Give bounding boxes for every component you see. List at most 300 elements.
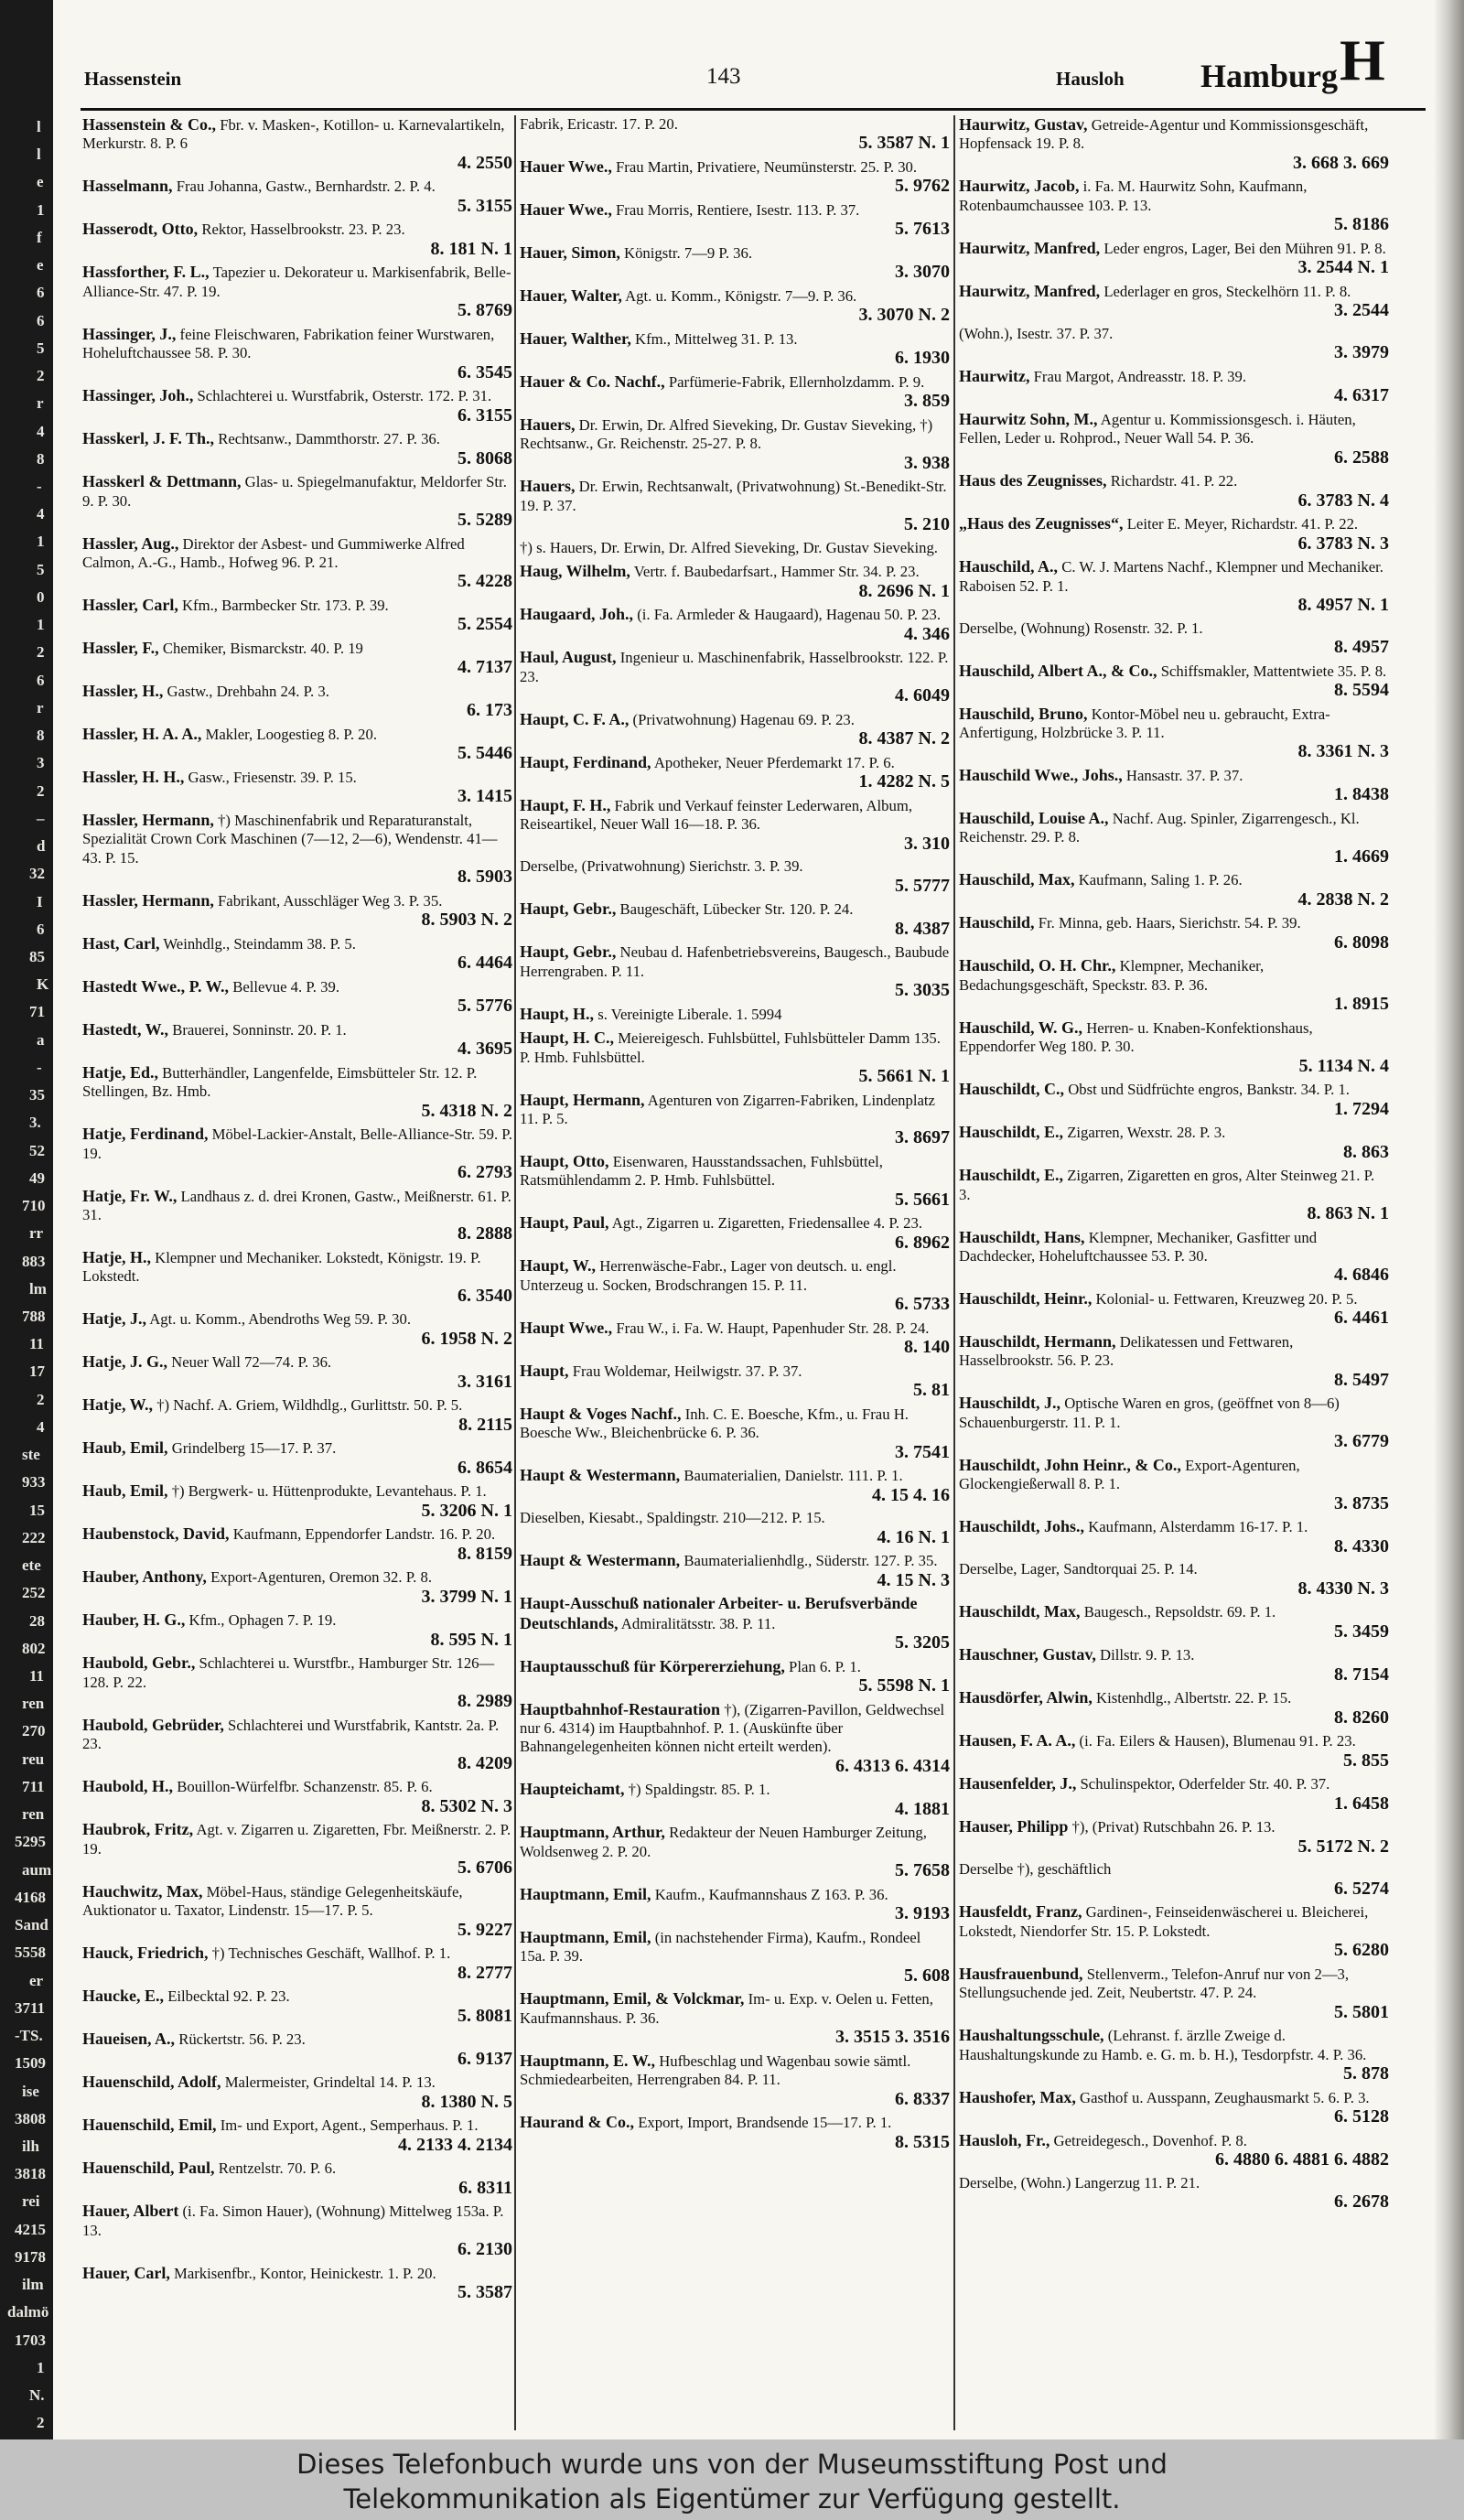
binding-fragment: -	[37, 478, 42, 496]
entry-name: Hauschildt, Max,	[959, 1602, 1081, 1621]
directory-entry	[520, 477, 950, 533]
entry-details: Getreide-Agentur und Kommissionsgeschäft, Hopfensack 19. P. 8.	[959, 116, 1369, 153]
entry-details: Kistenhdlg., Albertstr. 22. P. 15.	[1096, 1689, 1292, 1707]
directory-entry	[520, 1928, 950, 1985]
phone-number: 8. 595 N. 1	[430, 1629, 512, 1650]
phone-number: 8. 4957 N. 1	[1297, 595, 1389, 616]
directory-entry	[82, 1187, 512, 1244]
binding-fragment: 85	[29, 947, 45, 965]
entry-name: Hauschildt, E.,	[959, 1166, 1064, 1185]
directory-entry	[520, 1989, 950, 2046]
entry-details: Landhaus z. d. drei Kronen, Gastw., Meißnerstr. 61. P. 31.	[82, 1187, 511, 1224]
entry-details: Malermeister, Grindeltal 14. P. 13.	[224, 2073, 436, 2092]
entry-details: Dr. Erwin, Rechtsanwalt, (Privatwohnung) St.-Benedikt-Str. 19. P. 37.	[520, 478, 947, 514]
binding-fragment: 4168	[15, 1888, 46, 1906]
directory-entry	[82, 934, 512, 973]
entry-details: Stellenverm., Telefon-Anruf nur von 2—3, Stellungsuchende jed. Zeit, Neubertstr. 47. P. 24.	[959, 1965, 1350, 2002]
directory-entry	[520, 942, 950, 999]
phone-number: 5. 5801	[1334, 2001, 1389, 2022]
phone-number: 8. 4330 N. 3	[1297, 1578, 1389, 1599]
entry-details: Kaufmann, Saling 1. P. 26.	[1078, 871, 1243, 889]
binding-fragment: 6	[37, 920, 45, 938]
binding-fragment: 1	[37, 616, 45, 634]
directory-entry	[520, 286, 950, 325]
phone-number: 5. 6706	[458, 1858, 512, 1879]
entry-details: Kolonial- u. Fettwaren, Kreuzweg 20. P. 5.	[1095, 1290, 1358, 1308]
directory-entry	[520, 1551, 950, 1589]
entry-name: Haupt, Gebr.,	[520, 942, 617, 962]
directory-entry	[959, 766, 1389, 804]
directory-entry	[520, 1594, 950, 1652]
entry-name: Hauptbahnhof-Restauration	[520, 1699, 721, 1718]
binding-fragment: 11	[29, 1667, 45, 1685]
phone-number: 5. 3587	[458, 2281, 512, 2302]
entry-details: Getreidegesch., Dovenhof. P. 8.	[1053, 2131, 1247, 2149]
phone-number: 3. 8697	[895, 1127, 950, 1148]
entry-name: Haurwitz, Manfred,	[959, 281, 1101, 300]
binding-fragment: 4215	[15, 2220, 46, 2238]
phone-number: 8. 4209	[458, 1752, 512, 1773]
binding-fragment: Sand	[15, 1916, 48, 1934]
entry-details: Redakteur der Neuen Hamburger Zeitung, Woldsenweg 2. P. 20.	[520, 1824, 927, 1860]
binding-fragment: 788	[22, 1308, 46, 1325]
directory-entry	[520, 648, 950, 705]
phone-number: 4. 6846	[1334, 1265, 1389, 1286]
directory-entry	[520, 1466, 950, 1504]
directory-entry	[82, 386, 512, 425]
phone-number: 5. 9227	[458, 1919, 512, 1940]
entry-name: Hassler, Carl,	[82, 596, 178, 615]
entry-details: Im- u. Exp. v. Oelen u. Fetten, Kaufmannshaus. P. 36.	[520, 1990, 933, 2027]
directory-entry	[520, 753, 950, 792]
entry-details: Obst und Südfrüchte engros, Bankstr. 34. P. 1.	[1068, 1081, 1350, 1099]
entry-name: Hauptmann, Emil, & Volckmar,	[520, 1989, 745, 2008]
binding-fragment: 15	[29, 1501, 45, 1519]
phone-number: 3. 7541	[895, 1441, 950, 1462]
phone-number: 4. 2133 4. 2134	[398, 2134, 512, 2155]
phone-number: 8. 1380 N. 5	[421, 2091, 512, 2112]
directory-entry	[82, 1820, 512, 1877]
phone-number: 8. 7154	[1334, 1664, 1389, 1685]
binding-fragment: dalmö	[7, 2303, 49, 2321]
phone-number: 6. 8337	[895, 2088, 950, 2109]
directory-entry	[959, 1602, 1389, 1641]
directory-entry	[520, 1700, 950, 1776]
listing-column-2	[520, 115, 950, 2430]
directory-entry	[520, 1028, 950, 1085]
entry-name: Hauchwitz, Max,	[82, 1881, 203, 1901]
directory-entry	[520, 1657, 950, 1696]
binding-fragment: 6	[37, 311, 45, 329]
phone-number: 8. 2888	[458, 1223, 512, 1244]
phone-number: 6. 3783 N. 4	[1297, 490, 1389, 511]
entry-name: Hauber, Anthony,	[82, 1567, 207, 1587]
entry-details: Baugeschäft, Lübecker Str. 120. P. 24.	[619, 900, 854, 919]
phone-number: 5. 5777	[895, 875, 950, 896]
entry-name: Haurand & Co.,	[520, 2113, 635, 2132]
directory-entry	[959, 956, 1389, 1013]
binding-fragment: 17	[29, 1362, 45, 1381]
entry-name: Haubold, Gebrüder,	[82, 1715, 224, 1734]
binding-fragment: 711	[22, 1777, 45, 1795]
binding-fragment: 1	[37, 533, 45, 551]
phone-number: 5. 3155	[458, 195, 512, 216]
binding-fragment: 3711	[15, 1998, 46, 2017]
entry-name: Hast, Carl,	[82, 933, 160, 953]
directory-entry	[82, 472, 512, 529]
phone-number: 5. 5289	[458, 510, 512, 531]
entry-name: Haupt, Ferdinand,	[520, 752, 651, 771]
entry-details: †) Technisches Geschäft, Wallhof. P. 1.	[211, 1944, 451, 1963]
phone-number: 1. 4282 N. 5	[858, 771, 950, 792]
entry-details: Dillstr. 9. P. 13.	[1100, 1646, 1195, 1664]
entry-details: Rückertstr. 56. P. 23.	[178, 2030, 306, 2049]
phone-number: 6. 5733	[895, 1294, 950, 1315]
directory-entry	[959, 557, 1389, 614]
entry-name: Hauer Wwe.,	[520, 157, 612, 176]
phone-number: 3. 938	[904, 452, 950, 473]
phone-number: 5. 608	[904, 1965, 950, 1986]
entry-name: Haub, Emil,	[82, 1438, 168, 1458]
phone-number: 3. 3799 N. 1	[421, 1586, 512, 1607]
directory-entry	[520, 1823, 950, 1879]
phone-number: 5. 4228	[458, 571, 512, 592]
phone-number: 6. 173	[467, 700, 512, 721]
directory-entry	[520, 372, 950, 411]
entry-details: Agentur u. Kommissionsgesch. i. Häuten, Fellen, Leder u. Rohprod., Neuer Wall 54. P. 36.	[959, 410, 1356, 447]
entry-details: Kaufmann, Eppendorfer Landstr. 16. P. 20.	[232, 1525, 496, 1544]
binding-fragment: l	[37, 145, 41, 164]
entry-name: Haub, Emil,	[82, 1481, 168, 1501]
binding-fragment: 9178	[15, 2247, 46, 2266]
directory-entry	[959, 1228, 1389, 1285]
entry-name: Hasserodt, Otto,	[82, 220, 199, 239]
entry-name: Hauschner, Gustav,	[959, 1645, 1096, 1664]
entry-name: Hastedt Wwe., P. W.,	[82, 976, 230, 996]
entry-name: Haushofer, Max,	[959, 2087, 1076, 2106]
entry-details: Richardstr. 41. P. 22.	[1110, 472, 1238, 490]
entry-name: Hauschildt, John Heinr., & Co.,	[959, 1455, 1181, 1474]
entry-details: s. Vereinigte Liberale. 1. 5994	[597, 1005, 782, 1023]
phone-number: 5. 3206 N. 1	[421, 1500, 512, 1521]
directory-entry	[82, 891, 512, 930]
entry-name: Hauenschild, Adolf,	[82, 2073, 221, 2092]
entry-name: Haupt Wwe.,	[520, 1318, 613, 1337]
entry-name: Hauptmann, Emil,	[520, 1884, 651, 1903]
phone-number: 5. 8081	[458, 2005, 512, 2026]
entry-details: Fabrik und Verkauf feinster Lederwaren, Album, Reiseartikel, Neuer Wall 16—18. P. 36.	[520, 796, 913, 834]
phone-number: 6. 3155	[458, 404, 512, 425]
directory-entry	[959, 325, 1389, 362]
entry-name: Haupt, W.,	[520, 1256, 597, 1276]
binding-fragment: ilm	[22, 2276, 44, 2294]
entry-details: †) Nachf. A. Griem, Wildhdlg., Gurlittstr. 50. P. 5.	[156, 1396, 463, 1415]
phone-number: 8. 3361 N. 3	[1297, 741, 1389, 762]
entry-details: Direktor der Asbest- und Gummiwerke Alfred Calmon, A.-G., Hamb., Hofweg 96. P. 21.	[82, 534, 465, 572]
entry-details: Derselbe, Lager, Sandtorquai 25. P. 14.	[959, 1560, 1198, 1578]
entry-details: Kfm., Barmbecker Str. 173. P. 39.	[182, 597, 389, 615]
directory-entry	[82, 639, 512, 677]
directory-entry	[959, 1080, 1389, 1118]
entry-details: Nachf. Aug. Spinler, Zigarrengesch., Kl. Reichenstr. 29. P. 8.	[959, 810, 1360, 846]
entry-details: Admiralitätsstr. 38. P. 11.	[620, 1614, 776, 1632]
page-edge	[1435, 0, 1464, 2439]
entry-name: Hastedt, W.,	[82, 1019, 169, 1039]
phone-number: 6. 4313 6. 4314	[835, 1755, 950, 1776]
entry-details: Lederlager en gros, Steckelhörn 11. P. 8.	[1103, 282, 1351, 300]
footer-line-1: Dieses Telefonbuch wurde uns von der Museumsstiftung Post und	[296, 2449, 1168, 2480]
binding-fragment: ren	[22, 1695, 45, 1713]
directory-entry	[959, 514, 1389, 553]
entry-details: Fabrikant, Ausschläger Weg 3. P. 35.	[218, 891, 443, 910]
entry-name: Haupt & Voges Nachf.,	[520, 1404, 682, 1423]
entry-details: Leiter E. Meyer, Richardstr. 41. P. 22.	[1126, 515, 1359, 533]
binding-fragment: 8	[37, 449, 45, 468]
binding-fragment: 6	[37, 284, 45, 302]
binding-fragment: 32	[29, 865, 45, 883]
phone-number: 5. 5446	[458, 743, 512, 764]
binding-fragment: 3.	[29, 1114, 41, 1132]
entry-name: Haubenstock, David,	[82, 1524, 230, 1544]
directory-entry	[82, 1653, 512, 1710]
directory-entry	[959, 809, 1389, 866]
entry-name: Hauschildt, E.,	[959, 1123, 1064, 1142]
directory-entry	[520, 1005, 950, 1024]
phone-number: 6. 2130	[458, 2238, 512, 2259]
directory-entry	[82, 2159, 512, 2197]
entry-details: Schlachterei und Wurstfabrik, Kantstr. 2a. P. 23.	[82, 1716, 500, 1753]
binding-fragment: f	[37, 228, 42, 246]
phone-number: 6. 2588	[1334, 447, 1389, 468]
directory-entry	[959, 2026, 1389, 2083]
phone-number: 8. 5903	[458, 867, 512, 888]
phone-number: 6. 8654	[458, 1457, 512, 1478]
directory-entry	[959, 1123, 1389, 1161]
directory-entry	[82, 768, 512, 806]
entry-name: Hatje, Fr. W.,	[82, 1186, 178, 1205]
phone-number: 4. 6317	[1334, 385, 1389, 406]
entry-details: (Privatwohnung) Hagenau 69. P. 23.	[632, 710, 855, 728]
entry-name: Hauptmann, E. W.,	[520, 2051, 656, 2070]
directory-entry	[959, 1332, 1389, 1389]
entry-details: Derselbe, (Wohn.) Langerzug 11. P. 21.	[959, 2173, 1200, 2192]
directory-entry	[959, 619, 1389, 657]
phone-number: 5. 3459	[1334, 1621, 1389, 1642]
entry-details: Agt., Zigarren u. Zigaretten, Friedensallee 4. P. 23.	[611, 1214, 923, 1233]
entry-name: Haubold, H.,	[82, 1777, 174, 1796]
binding-fragment: 933	[22, 1473, 46, 1492]
phone-number: 3. 3979	[1334, 342, 1389, 363]
entry-details: Kfm., Ophagen 7. P. 19.	[188, 1611, 337, 1630]
entry-details: Kaufm., Kaufmannshaus Z 163. P. 36.	[654, 1885, 888, 1903]
phone-number: 4. 6049	[895, 685, 950, 706]
entry-details: (i. Fa. Eilers & Hausen), Blumenau 91. P. 23.	[1079, 1732, 1356, 1750]
entry-details: Leder engros, Lager, Bei den Mühren 91. P. 8.	[1103, 239, 1386, 257]
directory-entry	[959, 870, 1389, 909]
entry-details: (i. Fa. Simon Hauer), (Wohnung) Mittelweg 153a. P. 13.	[82, 2202, 504, 2239]
entry-details: Frau Margot, Andreasstr. 18. P. 39.	[1033, 367, 1247, 385]
directory-entry	[82, 725, 512, 763]
entry-details: Im- und Export, Agent., Semperhaus. P. 1.	[220, 2116, 479, 2135]
entry-details: Makler, Loogestieg 8. P. 20.	[205, 726, 378, 744]
entry-name: Hauenschild, Paul,	[82, 2159, 215, 2178]
entry-name: Hauer, Albert	[82, 2202, 179, 2221]
directory-entry	[959, 662, 1389, 700]
entry-details: †) Spaldingstr. 85. P. 1.	[628, 1781, 770, 1799]
binding-fragment: 2	[37, 2414, 45, 2432]
binding-fragment: 1509	[15, 2054, 46, 2073]
entry-details: Eisenwaren, Hausstandssachen, Fuhlsbüttel, Ratsmühlendamm 2. P. Hmb. Fuhlsbüttel.	[520, 1153, 883, 1190]
binding-fragment: e	[37, 173, 44, 191]
phone-number: 6. 3783 N. 3	[1297, 533, 1389, 554]
directory-entry	[520, 1152, 950, 1209]
entry-name: Haugaard, Joh.,	[520, 605, 634, 624]
entry-details: Vertr. f. Baubedarfsart., Hammer Str. 34. P. 23.	[633, 563, 920, 581]
entry-details: feine Fleischwaren, Fabrikation feiner Wurstwaren, Hoheluftchaussee 58. P. 30.	[82, 325, 495, 362]
entry-name: Hauer, Walter,	[520, 286, 622, 305]
entry-details: Gardinen-, Feinseidenwäscherei u. Bleicherei, Lokstedt, Niendorfer Str. 15. P. Lokstedt.	[959, 1903, 1369, 1940]
binding-fragment: 2	[37, 367, 45, 385]
binding-fragment: 802	[22, 1639, 46, 1657]
directory-entry	[82, 220, 512, 258]
binding-fragment: 5	[37, 560, 45, 578]
entry-name: Hauschild, A.,	[959, 557, 1059, 576]
entry-details: Weinhdlg., Steindamm 38. P. 5.	[163, 934, 356, 953]
directory-entry	[82, 2116, 512, 2154]
directory-entry	[520, 1509, 950, 1546]
entry-name: Haupt, Gebr.,	[520, 899, 617, 919]
footer-line-2: Telekommunikation als Eigentümer zur Verfügung gestellt.	[343, 2483, 1121, 2515]
phone-number: 5. 3205	[895, 1632, 950, 1653]
entry-name: Hauschildt, Hermann,	[959, 1332, 1116, 1352]
phone-number: 8. 4387	[895, 918, 950, 939]
entry-name: Hasskerl, J. F. Th.,	[82, 429, 215, 448]
entry-name: Hassforther, F. L.,	[82, 263, 210, 282]
binding-fragment: 252	[22, 1584, 46, 1602]
header-city: Hamburg	[1200, 58, 1339, 94]
phone-number: 3. 3070 N. 2	[858, 305, 950, 326]
entry-details: Kfm., Mittelweg 31. P. 13.	[635, 330, 798, 348]
binding-fragment: 2	[37, 1390, 45, 1408]
entry-name: Haupt, Otto,	[520, 1152, 609, 1171]
phone-number: 5. 4318 N. 2	[421, 1100, 512, 1121]
binding-fragment: I	[37, 892, 43, 910]
entry-details: (Wohn.), Isestr. 37. P. 37.	[959, 324, 1114, 342]
entry-details: Chemiker, Bismarckstr. 40. P. 19	[162, 640, 363, 658]
entry-name: Haubrok, Fritz,	[82, 1820, 194, 1839]
phone-number: 5. 8068	[458, 447, 512, 468]
binding-fragment: ren	[22, 1805, 45, 1824]
entry-details: Frau Woldemar, Heilwigstr. 37. P. 37.	[572, 1362, 802, 1380]
directory-entry	[959, 913, 1389, 952]
entry-details: Plan 6. P. 1.	[789, 1657, 861, 1675]
directory-entry	[959, 1289, 1389, 1328]
entry-name: Hauschild, Max,	[959, 870, 1075, 889]
directory-entry	[82, 596, 512, 634]
entry-details: †), (Privat) Rutschbahn 26. P. 13.	[1071, 1818, 1276, 1836]
directory-entry	[520, 605, 950, 643]
phone-number: 8. 5903 N. 2	[421, 910, 512, 931]
entry-name: Hauschild,	[959, 913, 1035, 932]
binding-fragment: 2	[37, 643, 45, 662]
binding-fragment: ilh	[22, 2137, 39, 2155]
entry-details: Export-Agenturen, Oremon 32. P. 8.	[210, 1568, 432, 1587]
entry-details: Neubau d. Hafenbetriebsvereins, Baugesch., Baubude Herrengraben. P. 11.	[520, 943, 950, 980]
binding-fragment: K	[37, 975, 49, 994]
entry-name: Haurwitz, Manfred,	[959, 238, 1101, 257]
binding-fragment: 4	[37, 505, 45, 523]
directory-entry	[520, 562, 950, 600]
phone-number: 8. 8260	[1334, 1707, 1389, 1728]
entry-name: Hasskerl & Dettmann,	[82, 472, 242, 491]
entry-details: Ingenieur u. Maschinenfabrik, Hasselbrookstr. 122. P. 23.	[520, 649, 949, 685]
binding-fragment: ise	[22, 2082, 39, 2100]
directory-entry	[82, 1944, 512, 1982]
entry-details: Kontor-Möbel neu u. gebraucht, Extra-Anfertigung, Holzbrücke 3. P. 11.	[959, 705, 1330, 742]
entry-details: †) Bergwerk- u. Hüttenprodukte, Levantehaus. P. 1.	[171, 1482, 487, 1501]
phone-number: 5. 81	[913, 1380, 950, 1401]
entry-name: Haupt, H. C.,	[520, 1028, 615, 1048]
entry-name: Hauptmann, Arthur,	[520, 1823, 665, 1842]
entry-name: Haupteichamt,	[520, 1780, 625, 1799]
entry-name: Haushaltungsschule,	[959, 2026, 1104, 2045]
entry-name: Hassinger, Joh.,	[82, 386, 194, 405]
entry-details: Agt. u. Komm., Königstr. 7—9. P. 36.	[625, 287, 857, 305]
phone-number: 3. 6779	[1334, 1431, 1389, 1452]
entry-details: Neuer Wall 72—74. P. 36.	[171, 1353, 332, 1372]
directory-entry	[959, 2088, 1389, 2127]
phone-number: 1. 8915	[1334, 994, 1389, 1015]
phone-number: 1. 6458	[1334, 1793, 1389, 1814]
phone-number: 5. 855	[1343, 1750, 1389, 1771]
directory-entry	[959, 471, 1389, 510]
header-letter: H	[1340, 27, 1385, 92]
directory-entry	[82, 1882, 512, 1939]
binding-fragment: 1703	[15, 2331, 46, 2349]
phone-number: 6. 3545	[458, 361, 512, 382]
phone-number: 6. 5274	[1334, 1878, 1389, 1899]
binding-fragment: 3808	[15, 2109, 46, 2127]
entry-name: Haul, August,	[520, 648, 617, 667]
phone-number: 5. 9762	[895, 176, 950, 197]
entry-details: Frau Johanna, Gastw., Bernhardstr. 2. P. 4.	[176, 178, 436, 196]
entry-details: Gasw., Friesenstr. 39. P. 15.	[188, 769, 357, 787]
entry-name: Hauschild, Bruno,	[959, 704, 1088, 723]
entry-details: Eilbecktal 92. P. 23.	[167, 1987, 290, 2006]
phone-number: 4. 3695	[458, 1039, 512, 1060]
directory-entry	[82, 682, 512, 720]
directory-entry	[82, 1567, 512, 1606]
binding-fragment: 35	[29, 1086, 45, 1104]
phone-number: 3. 2544	[1334, 300, 1389, 321]
phone-number: 5. 5598 N. 1	[858, 1675, 950, 1696]
entry-name: Hatje, H.,	[82, 1248, 151, 1267]
directory-entry	[82, 1063, 512, 1120]
book-binding-strip	[0, 0, 53, 2439]
entry-name: Haueisen, A.,	[82, 2030, 176, 2049]
phone-number: 5. 210	[904, 514, 950, 535]
entry-name: Hauer, Simon,	[520, 243, 620, 262]
directory-entry	[82, 429, 512, 468]
entry-name: Hauschild, O. H. Chr.,	[959, 956, 1116, 975]
directory-entry	[82, 1352, 512, 1391]
directory-entry	[959, 367, 1389, 405]
directory-entry	[82, 325, 512, 382]
entry-name: Hauschild, Albert A., & Co.,	[959, 661, 1157, 680]
phone-number: 5. 2554	[458, 614, 512, 635]
phone-number: 3. 310	[904, 833, 950, 854]
directory-entry	[82, 1481, 512, 1520]
